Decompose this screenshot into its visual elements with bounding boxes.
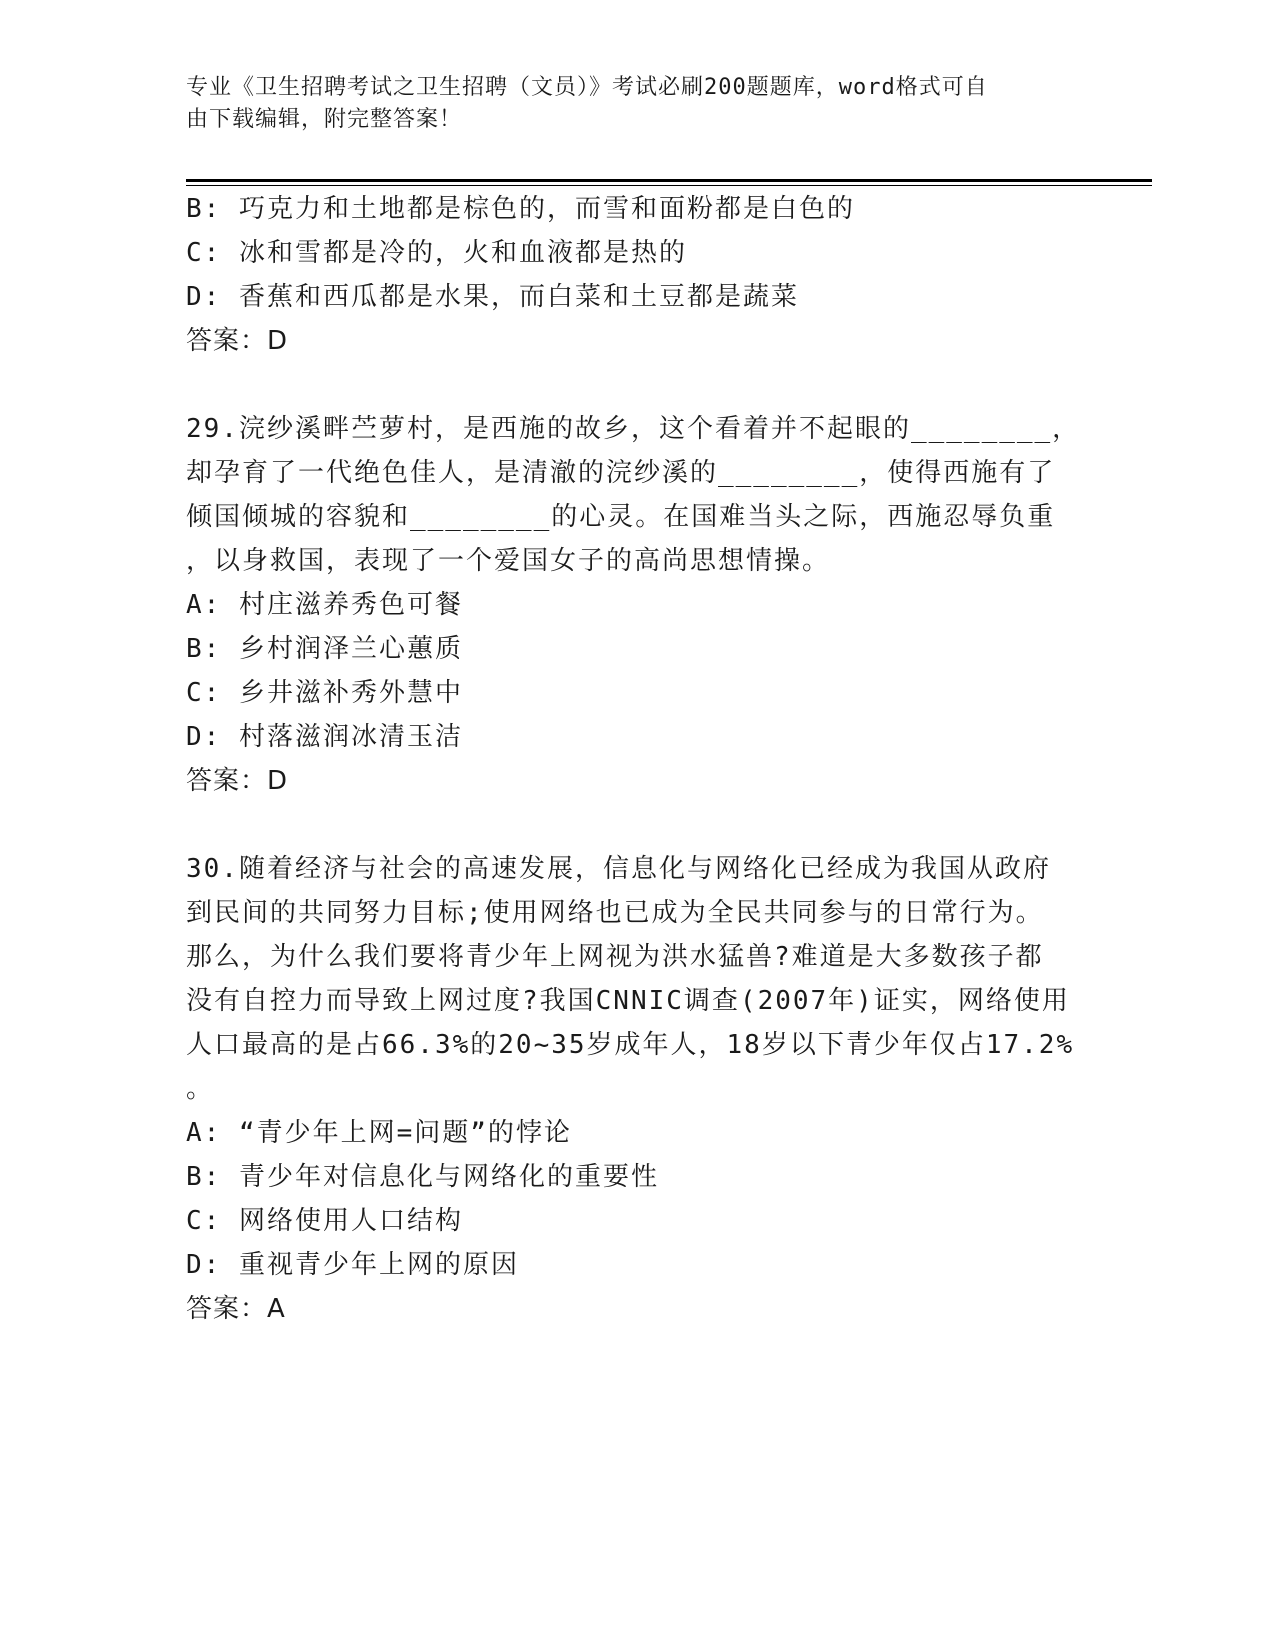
- q28-option-b: B: 巧克力和土地都是棕色的，而雪和面粉都是白色的: [186, 194, 855, 224]
- q29-answer: 答案：D: [186, 766, 289, 796]
- q29-text-line: 29.浣纱溪畔苎萝村，是西施的故乡，这个看着并不起眼的________，: [186, 414, 1081, 444]
- q30-option-a: A: “青少年上网=问题”的悖论: [186, 1118, 572, 1148]
- q29-text-line: 倾国倾城的容貌和________的心灵。在国难当头之际，西施忍辱负重: [186, 502, 1056, 532]
- q29-option-a: A: 村庄滋养秀色可餐: [186, 590, 463, 620]
- q28-option-c: C: 冰和雪都是冷的，火和血液都是热的: [186, 238, 687, 268]
- q29-option-c: C: 乡井滋补秀外慧中: [186, 678, 463, 708]
- q29-option-b: B: 乡村润泽兰心蕙质: [186, 634, 463, 664]
- q30-answer: 答案：A: [186, 1294, 286, 1324]
- header-line-1: 专业《卫生招聘考试之卫生招聘（文员）》考试必刷200题题库，word格式可自: [186, 75, 988, 100]
- q30-text-line: 30.随着经济与社会的高速发展，信息化与网络化已经成为我国从政府: [186, 854, 1051, 884]
- q30-option-b: B: 青少年对信息化与网络化的重要性: [186, 1162, 659, 1192]
- q30-text-line: 没有自控力而导致上网过度?我国CNNIC调查(2007年)证实，网络使用: [186, 986, 1070, 1016]
- q30-text-line: 人口最高的是占66.3%的20~35岁成年人，18岁以下青少年仅占17.2%: [186, 1030, 1075, 1060]
- q28-answer: 答案：D: [186, 326, 289, 356]
- q30-text-line: 到民间的共同努力目标;使用网络也已成为全民共同参与的日常行为。: [186, 898, 1044, 928]
- q29-text-line: 却孕育了一代绝色佳人，是清澈的浣纱溪的________，使得西施有了: [186, 458, 1056, 488]
- q29-option-d: D: 村落滋润冰清玉洁: [186, 722, 463, 752]
- q28-option-d: D: 香蕉和西瓜都是水果，而白菜和土豆都是蔬菜: [186, 282, 799, 312]
- q29-text-line: ，以身救国，表现了一个爱国女子的高尚思想情操。: [186, 546, 831, 576]
- header-line-2: 由下载编辑，附完整答案！: [186, 107, 463, 132]
- document-header: [186, 72, 1086, 136]
- q30-option-c: C: 网络使用人口结构: [186, 1206, 463, 1236]
- q30-text-line: 那么，为什么我们要将青少年上网视为洪水猛兽?难道是大多数孩子都: [186, 942, 1044, 972]
- q30-option-d: D: 重视青少年上网的原因: [186, 1250, 519, 1280]
- header-rule-thick: [186, 179, 1152, 182]
- header-rule-thin: [186, 185, 1152, 186]
- q30-text-line: 。: [186, 1074, 215, 1104]
